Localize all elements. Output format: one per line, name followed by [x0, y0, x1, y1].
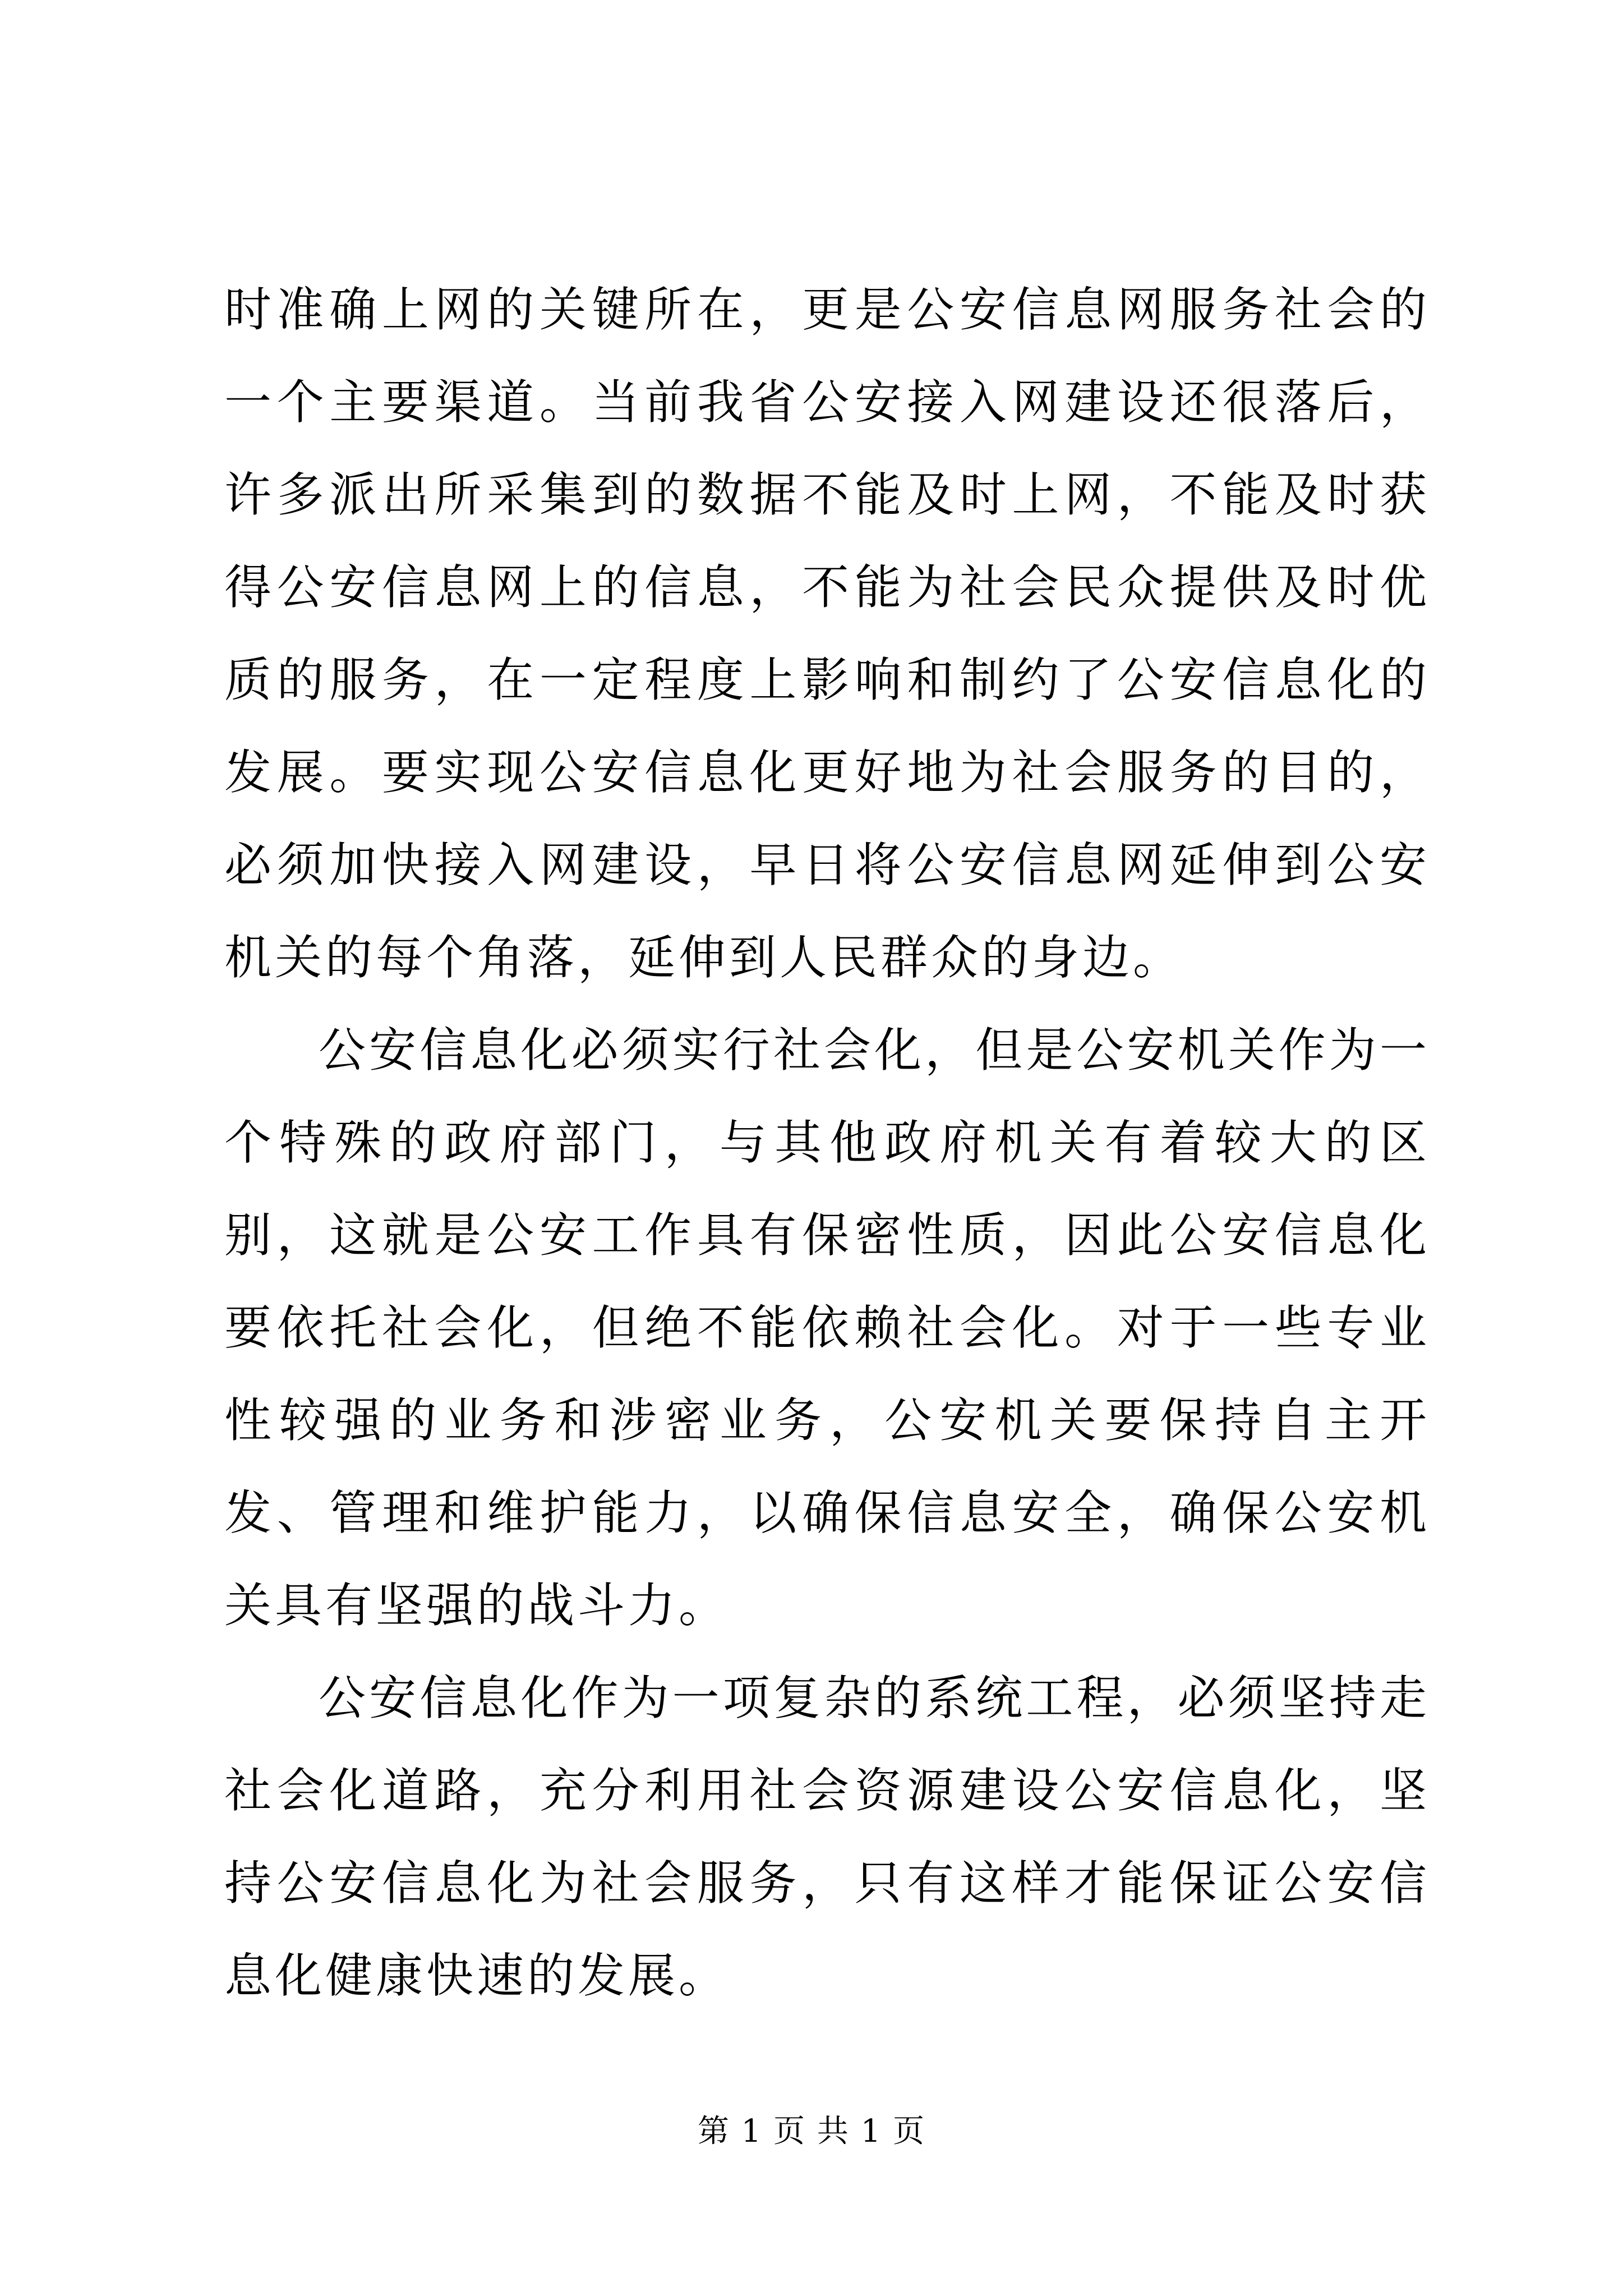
paragraph-2: 公安信息化必须实行社会化，但是公安机关作为一个特殊的政府部门，与其他政府机关有着较大的区别，这就是公安工作具有保密性质，因此公安信息化要依托社会化，但绝不能依赖社会化。对于一些专业性较强的业务和涉密业务，公安机关要保持自主开发、管理和维护能力，以确保信息安全，确保公安机关具有坚强的战斗力。 [224, 1023, 1430, 1633]
paragraph-1: 时准确上网的关键所在，更是公安信息网服务社会的一个主要渠道。当前我省公安接入网建设还很落后，许多派出所采集到的数据不能及时上网，不能及时获得公安信息网上的信息，不能为社会民众提供及时优质的服务，在一定程度上影响和制约了公安信息化的发展。要实现公安信息化更好地为社会服务的目的，必须加快接入网建设，早日将公安信息网延伸到公安机关的每个角落，延伸到人民群众的身边。 [224, 282, 1430, 985]
page-number-footer: 第 1 页 共 1 页 [697, 2113, 926, 2150]
document-body [224, 264, 1430, 2022]
paragraph-3: 公安信息化作为一项复杂的系统工程，必须坚持走社会化道路，充分利用社会资源建设公安信息化，坚持公安信息化为社会服务，只有这样才能保证公安信息化健康快速的发展。 [224, 1671, 1430, 2003]
